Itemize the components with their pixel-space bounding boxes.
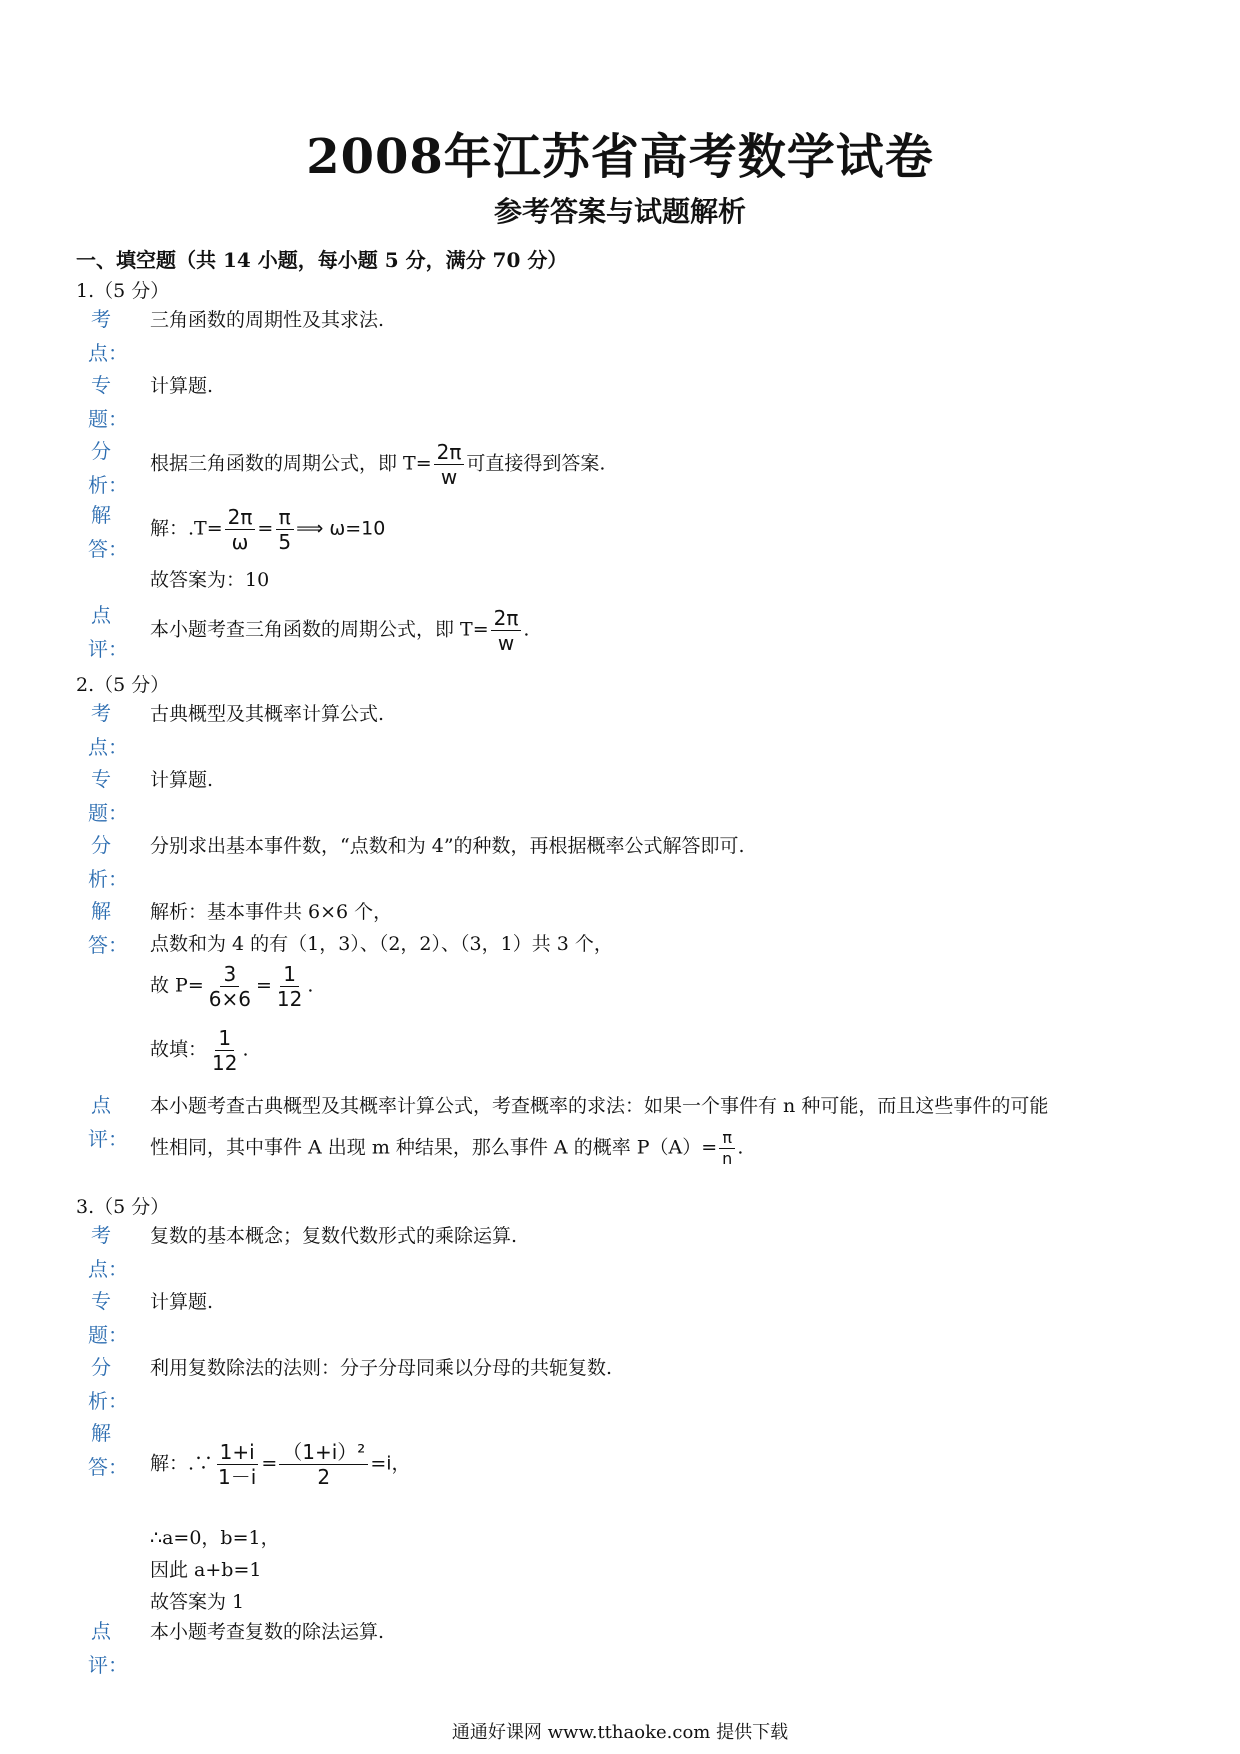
label-kaodian-3: 考 点： [88, 1223, 128, 1281]
label-jieda-2: 解 答： [88, 899, 128, 957]
q2-jieda-line-4: 故填： $\frac{1}{12}$ . [150, 1026, 249, 1075]
q3-kaodian-text: 复数的基本概念；复数代数形式的乘除运算. [150, 1225, 518, 1247]
page-footer: 通通好课网 www.tthaoke.com 提供下载 [451, 1722, 789, 1743]
label-fenxi-1: 分 析： [88, 439, 128, 497]
q2-dianping-line-2: 性相同，其中事件 A 出现 m 种结果，那么事件 A 的概率 P（A）= $\frac{\pi}{n}$ . [150, 1128, 744, 1168]
q1-jieda-fraction-1: $\frac{2\pi}{\omega}$ [225, 505, 256, 554]
q3-jieda-line-4: 故答案为 1 [150, 1591, 245, 1613]
section-heading: 一、填空题（共 14 小题，每小题 5 分，满分 70 分） [76, 248, 568, 272]
question-3-header: 3.（5 分） [76, 1196, 170, 1218]
q1-zhuanti-text: 计算题. [150, 375, 214, 397]
q1-dianping-fraction: $\frac{2\pi}{w}$ [491, 606, 522, 655]
question-2-header: 2.（5 分） [76, 674, 170, 696]
q2-jieda-fraction-1: $\frac{3}{6\times 6}$ [208, 962, 251, 1011]
q1-fenxi-text: 根据三角函数的周期公式，即 T= $\frac{2\pi}{w}$ 可直接得到答案. [150, 440, 606, 489]
label-fenxi-2: 分 析： [88, 833, 128, 891]
q2-kaodian-text: 古典概型及其概率计算公式. [150, 703, 385, 725]
q3-jieda-fraction-1: $\frac{1+i}{1-i}$ [218, 1440, 257, 1489]
label-dianping-1: 点 评： [88, 603, 128, 661]
q2-dianping-line-1: 本小题考查古典概型及其概率计算公式，考查概率的求法：如果一个事件有 n 种可能，而且这些事件的可能 [150, 1095, 1049, 1117]
label-zhuanti-3: 专 题： [88, 1289, 128, 1347]
q3-jieda-line-2: ∴a=0，b=1， [150, 1527, 280, 1549]
q2-dianping-fraction: $\frac{\pi}{n}$ [719, 1128, 735, 1169]
q1-dianping-text: 本小题考查三角函数的周期公式，即 T= $\frac{2\pi}{w}$ . [150, 606, 530, 655]
label-zhuanti-2: 专 题： [88, 767, 128, 825]
label-fenxi-3: 分 析： [88, 1355, 128, 1413]
q3-dianping-text: 本小题考查复数的除法运算. [150, 1621, 385, 1643]
q2-zhuanti-text: 计算题. [150, 769, 214, 791]
label-jieda-3: 解 答： [88, 1421, 128, 1479]
q3-fenxi-text: 利用复数除法的法则：分子分母同乘以分母的共轭复数. [150, 1357, 613, 1379]
question-1-header: 1.（5 分） [76, 280, 170, 302]
label-kaodian-1: 考 点： [88, 307, 128, 365]
q2-jieda-line-3: 故 P= $\frac{3}{6\times 6}$ = $\frac{1}{12}$ . [150, 962, 314, 1011]
q3-jieda-formula: 解：.∵ $\frac{1+i}{1-i}$ = $\frac{\text{（1+i）²}}{2}$ =i， [150, 1440, 411, 1489]
page-subtitle: 参考答案与试题解析 [493, 195, 746, 228]
q2-jieda-line-2: 点数和为 4 的有（1，3）、（2，2）、（3，1）共 3 个， [150, 933, 613, 955]
q2-jieda-fraction-2: $\frac{1}{12}$ [276, 962, 303, 1011]
q1-jieda-answer: 故答案为：10 [150, 569, 270, 591]
label-dianping-3: 点 评： [88, 1619, 128, 1677]
label-jieda-1: 解 答： [88, 503, 128, 561]
q2-fenxi-text: 分别求出基本事件数，“点数和为 4”的种数，再根据概率公式解答即可. [150, 835, 745, 857]
q1-jieda-fraction-2: $\frac{\pi}{5}$ [275, 505, 294, 554]
label-zhuanti-1: 专 题： [88, 373, 128, 431]
label-dianping-2: 点 评： [88, 1093, 128, 1151]
q3-jieda-fraction-2: $\frac{\text{（1+i）²}}{2}$ [279, 1440, 368, 1489]
q1-jieda-formula: 解：.T= $\frac{2\pi}{\omega}$ = $\frac{\pi}{5}$ ⟹ ω=10 [150, 505, 386, 554]
q1-kaodian-text: 三角函数的周期性及其求法. [150, 309, 385, 331]
page-title: 2008年江苏省高考数学试卷 [306, 129, 934, 185]
label-kaodian-2: 考 点： [88, 701, 128, 759]
q3-zhuanti-text: 计算题. [150, 1291, 214, 1313]
q3-jieda-line-3: 因此 a+b=1 [150, 1559, 262, 1581]
q2-jieda-fraction-3: $\frac{1}{12}$ [212, 1026, 238, 1075]
q1-fenxi-fraction: $\frac{2\pi}{w}$ [434, 440, 465, 489]
q2-jieda-line-1: 解析：基本事件共 6×6 个， [150, 901, 393, 923]
